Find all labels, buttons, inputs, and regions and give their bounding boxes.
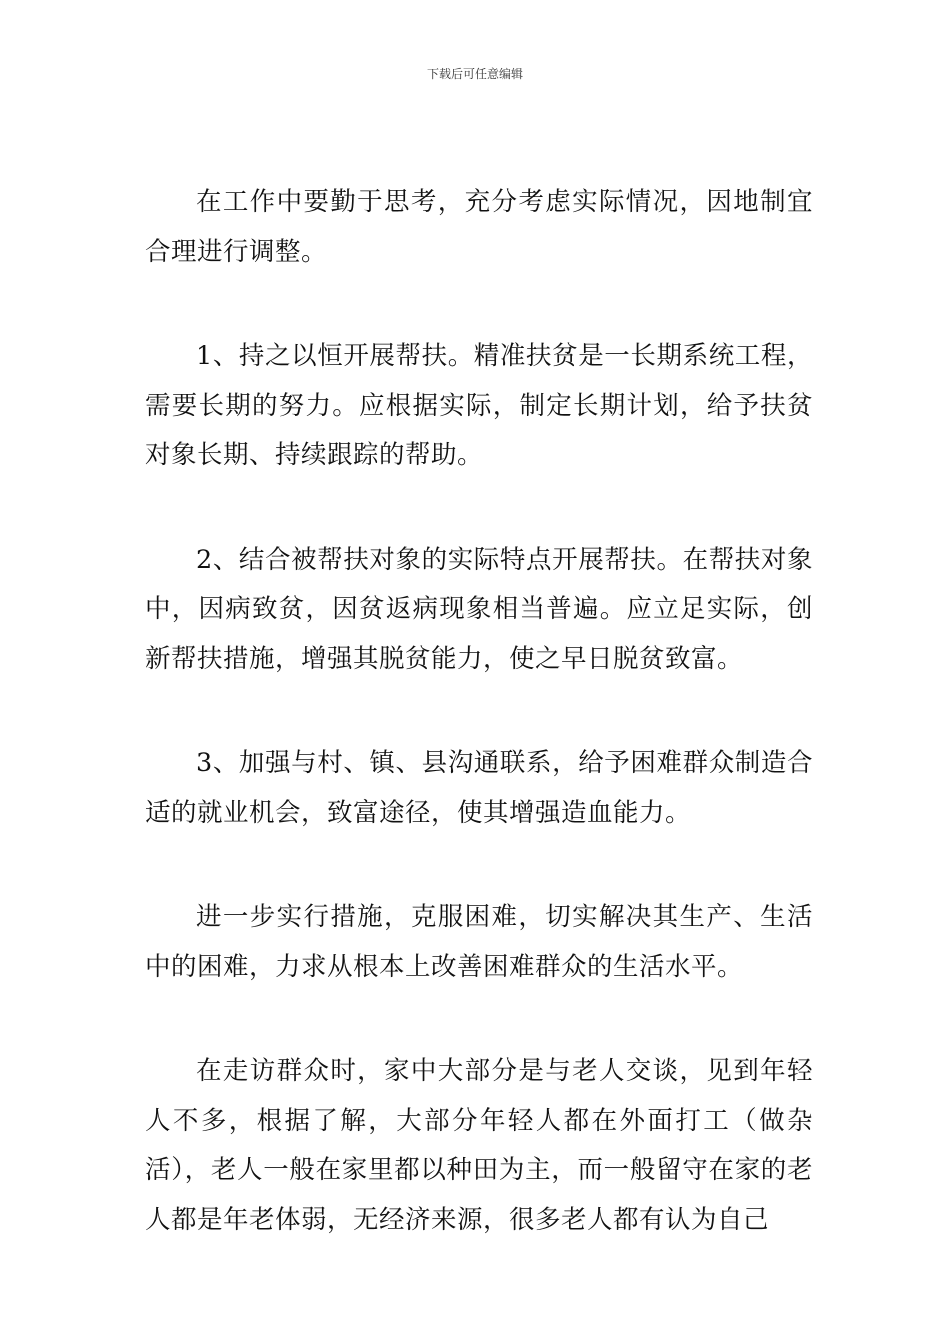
paragraph: 2、结合被帮扶对象的实际特点开展帮扶。在帮扶对象中，因病致贫，因贫返病现象相当普遍。应立足实际，创新帮扶措施，增强其脱贫能力，使之早日脱贫致富。 [145, 544, 813, 674]
paragraph: 在走访群众时，家中大部分是与老人交谈，见到年轻人不多，根据了解，大部分年轻人都在外面打工（做杂活），老人一般在家里都以种田为主，而一般留守在家的老人都是年老体弱，无经济来源，很多老人都有认为自己 [145, 1056, 813, 1235]
page-header-note: 下载后可任意编辑 [426, 67, 523, 81]
paragraph: 进一步实行措施，克服困难，切实解决其生产、生活中的困难，力求从根本上改善困难群众的生活水平。 [145, 902, 813, 982]
paragraph: 1、持之以恒开展帮扶。精准扶贫是一长期系统工程，需要长期的努力。应根据实际，制定长期计划，给予扶贫对象长期、持续跟踪的帮助。 [145, 341, 813, 470]
paragraph: 在工作中要勤于思考，充分考虑实际情况，因地制宜合理进行调整。 [145, 187, 813, 267]
paragraph: 3、加强与村、镇、县沟通联系，给予困难群众制造合适的就业机会，致富途径，使其增强造血能力。 [145, 748, 813, 828]
document-body [145, 178, 813, 1300]
